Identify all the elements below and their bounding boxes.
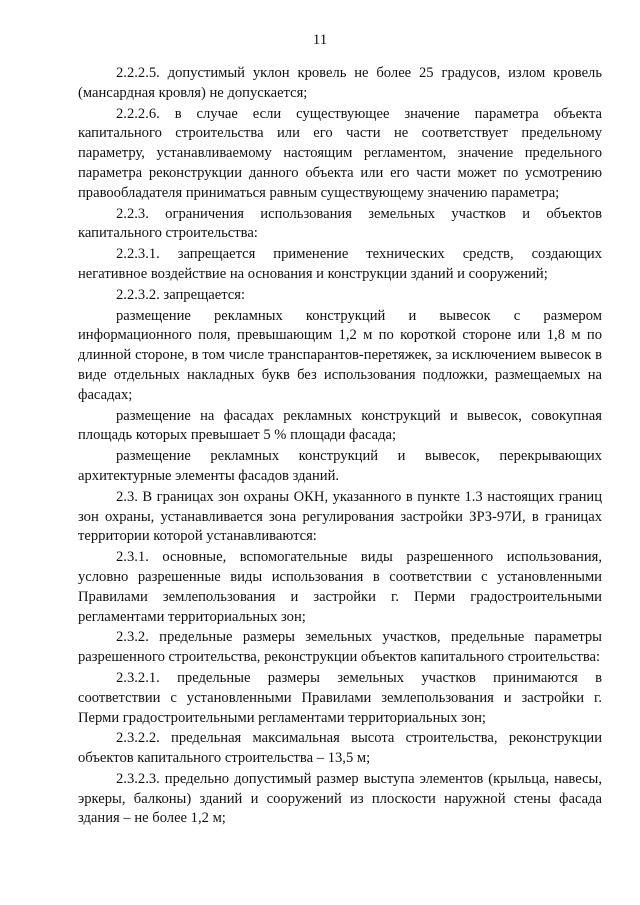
paragraph-2-3-2-1: 2.3.2.1. предельные размеры земельных участков принимаются в соответствии с установленными Правилами землепользования и застройки г. Перми градостроительными регламентами территориальных зон; (78, 669, 602, 726)
paragraph-2-2-2-5: 2.2.2.5. допустимый уклон кровель не более 25 градусов, излом кровель (мансардная кровля) не допускается; (78, 65, 602, 101)
paragraph-2-3: 2.3. В границах зон охраны ОКН, указанного в пункте 1.3 настоящих границ зон охраны, устанавливается зона регулирования застройки ЗРЗ-97И, в границах территории которой устанавливаются: (78, 488, 602, 545)
paragraph-2-3-2-3: 2.3.2.3. предельно допустимый размер выступа элементов (крыльца, навесы, эркеры, балконы) зданий и сооружений из плоскости наружной стены фасада здания – не более 1,2 м; (78, 770, 602, 827)
paragraph-prohibition-facade-area: размещение на фасадах рекламных конструкций и вывесок, совокупная площадь которых превышает 5 % площади фасада; (78, 407, 602, 444)
paragraph-2-2-3: 2.2.3. ограничения использования земельных участков и объектов капитального строительства: (78, 205, 602, 242)
paragraph-2-2-2-6: 2.2.2.6. в случае если существующее значение параметра объекта капитального строительства или его части не соответствует предельному параметру, устанавливаемому настоящим регламентом, значение предельного параметра реконструкции данного объекта или его части может по усмотрению правообладателя приниматься равным существующему значению параметра; (78, 105, 602, 201)
paragraph-prohibition-architectural-elements: размещение рекламных конструкций и вывесок, перекрывающих архитектурные элементы фасадов зданий. (78, 448, 602, 484)
paragraph-prohibition-signs-size: размещение рекламных конструкций и вывесок с размером информационного поля, превышающим 1,2 м по короткой стороне или 1,8 м по длинной стороне, в том числе транспарантов-перетяжек, за исключением вывесок в виде отдельных накладных букв без использования подложки, размещаемых на фасадах; (78, 307, 602, 403)
page-number: 11 (312, 32, 328, 48)
paragraph-2-3-2-2: 2.3.2.2. предельная максимальная высота строительства, реконструкции объектов капитального строительства – 13,5 м; (78, 730, 602, 767)
paragraph-2-2-3-1: 2.2.3.1. запрещается применение технических средств, создающих негативное воздействие на основания и конструкции зданий и сооружений; (78, 246, 602, 282)
paragraph-2-3-1: 2.3.1. основные, вспомогательные виды разрешенного использования, условно разрешенные виды использования в соответствии с установленными Правилами землепользования и застройки г. Перми градостроительными регламентами территориальных зон; (78, 549, 602, 625)
paragraph-2-3-2: 2.3.2. предельные размеры земельных участков, предельные параметры разрешенного строительства, реконструкции объектов капитального строительства: (78, 629, 602, 666)
document-body (78, 64, 602, 830)
paragraph-2-2-3-2: 2.2.3.2. запрещается: (116, 286, 246, 303)
